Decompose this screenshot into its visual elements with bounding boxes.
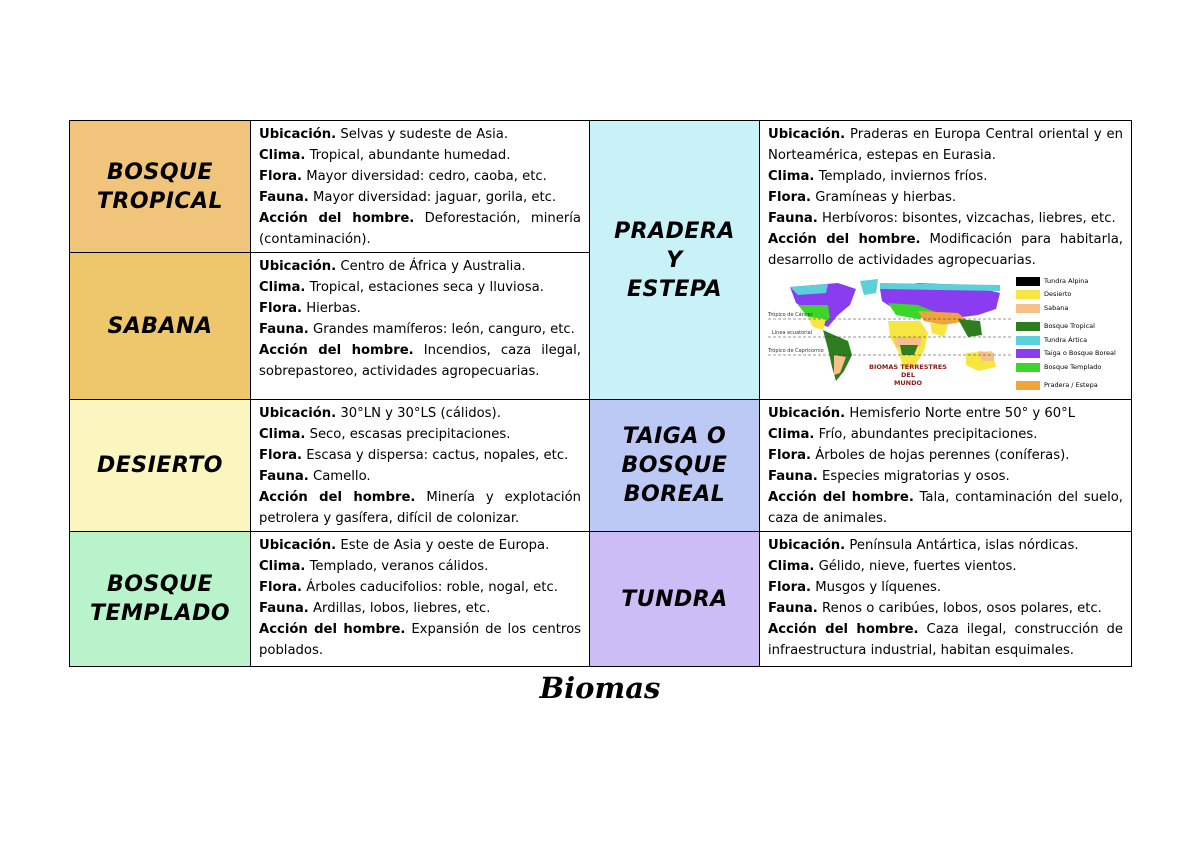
flora-line: Flora. Musgos y líquenes. xyxy=(768,580,942,595)
biome-name-line: BOREAL xyxy=(623,482,726,507)
fauna-line: Fauna. Renos o caribúes, lobos, osos polares, etc. xyxy=(768,601,1102,616)
biome-name-bosque-templado xyxy=(70,532,251,667)
fauna-line: Fauna. Especies migratorias y osos. xyxy=(768,469,1010,484)
biome-name-pradera-estepa xyxy=(590,121,760,400)
biome-info-bosque-templado xyxy=(251,532,590,667)
biome-name-line: TUNDRA xyxy=(621,586,728,612)
biome-name-line: ESTEPA xyxy=(626,276,723,302)
legend-item: Desierto xyxy=(1016,289,1136,301)
biome-name-line: BOSQUE xyxy=(107,159,213,185)
lat-label-capricorn: Trópico de Capricornio xyxy=(768,348,824,354)
biome-name-line: PRADERA xyxy=(614,218,735,244)
biome-name-line: Y xyxy=(666,247,683,273)
biome-name-line: TROPICAL xyxy=(96,188,224,214)
fauna-line: Fauna. Herbívoros: bisontes, vizcachas, liebres, etc. xyxy=(768,211,1116,226)
flora-line: Flora. Hierbas. xyxy=(259,301,361,316)
ubicacion-line: Ubicación. 30°LN y 30°LS (cálidos). xyxy=(259,406,501,421)
map-legend xyxy=(1016,275,1136,393)
biome-name-line: TAIGA O xyxy=(622,424,727,449)
biome-name-line: BOSQUE xyxy=(107,572,213,597)
biome-name-line: SABANA xyxy=(107,313,213,339)
biome-name-line: TEMPLADO xyxy=(89,601,231,626)
world-biomes-map xyxy=(768,275,1123,390)
ubicacion-line: Ubicación. Este de Asia y oeste de Europa. xyxy=(259,538,550,553)
biome-info-desierto xyxy=(251,400,590,532)
clima-line: Clima. Seco, escasas precipitaciones. xyxy=(259,427,511,442)
flora-line: Flora. Gramíneas y hierbas. xyxy=(768,190,957,205)
clima-line: Clima. Templado, veranos cálidos. xyxy=(259,559,489,574)
biome-name-tundra xyxy=(590,532,760,667)
ubicacion-line: Ubicación. Centro de África y Australia. xyxy=(259,259,526,274)
flora-line: Flora. Árboles de hojas perennes (coníferas). xyxy=(768,448,1070,463)
accion-line: Acción del hombre. Tala, contaminación del suelo, caza de animales. xyxy=(768,490,1123,526)
ubicacion-line: Ubicación. Selvas y sudeste de Asia. xyxy=(259,127,509,142)
map-title: BIOMAS TERRESTRES DEL MUNDO xyxy=(869,363,947,387)
biome-name-taiga xyxy=(590,400,760,532)
accion-line: Acción del hombre. Incendios, caza ilegal, sobrepastoreo, actividades agropecuarias. xyxy=(259,343,581,379)
biome-info-bosque-tropical xyxy=(251,121,590,253)
biome-info-pradera-estepa xyxy=(760,121,1132,400)
legend-item: Bosque Templado xyxy=(1016,361,1136,373)
ubicacion-line: Ubicación. Península Antártica, islas nórdicas. xyxy=(768,538,1079,553)
clima-line: Clima. Tropical, estaciones seca y lluviosa. xyxy=(259,280,544,295)
flora-line: Flora. Árboles caducifolios: roble, nogal, etc. xyxy=(259,580,558,595)
clima-line: Clima. Frío, abundantes precipitaciones. xyxy=(768,427,1038,442)
biome-name-bosque-tropical xyxy=(70,121,251,253)
biome-info-taiga xyxy=(760,400,1132,532)
biome-info-tundra xyxy=(760,532,1132,667)
clima-line: Clima. Templado, inviernos fríos. xyxy=(768,169,988,184)
accion-line: Acción del hombre. Caza ilegal, construcción de infraestructura industrial, habitan esquimales. xyxy=(768,622,1123,658)
fauna-line: Fauna. Ardillas, lobos, liebres, etc. xyxy=(259,601,491,616)
biome-name-sabana xyxy=(70,253,251,400)
fauna-line: Fauna. Grandes mamíferos: león, canguro, etc. xyxy=(259,322,575,337)
fauna-line: Fauna. Mayor diversidad: jaguar, gorila, etc. xyxy=(259,190,557,205)
accion-line: Acción del hombre. Minería y explotación petrolera y gasífera, difícil de colonizar. xyxy=(259,490,582,526)
legend-item: Taiga o Bosque Boreal xyxy=(1016,348,1136,360)
legend-item: Bosque Tropical xyxy=(1016,321,1136,333)
legend-item: Tundra Alpina xyxy=(1016,275,1136,287)
biomes-table xyxy=(69,120,1132,667)
ubicacion-line: Ubicación. Praderas en Europa Central oriental y en Norteamérica, estepas en Eurasia. xyxy=(768,127,1123,163)
legend-item: Tundra Ártica xyxy=(1016,334,1136,346)
accion-line: Acción del hombre. Expansión de los centros poblados. xyxy=(259,622,582,658)
biome-name-desierto xyxy=(70,400,251,532)
flora-line: Flora. Mayor diversidad: cedro, caoba, etc. xyxy=(259,169,547,184)
biome-info-sabana xyxy=(251,253,590,400)
legend-item: Pradera / Estepa xyxy=(1016,380,1136,392)
ubicacion-line: Ubicación. Hemisferio Norte entre 50° y 60°L xyxy=(768,406,1076,421)
biome-name-line: BOSQUE xyxy=(621,453,728,478)
document-caption: Biomas xyxy=(539,671,661,705)
accion-line: Acción del hombre. Deforestación, minería (contaminación). xyxy=(259,211,581,247)
fauna-line: Fauna. Camello. xyxy=(259,469,371,484)
lat-label-cancer: Trópico de Cáncer xyxy=(768,312,813,318)
flora-line: Flora. Escasa y dispersa: cactus, nopales, etc. xyxy=(259,448,569,463)
clima-line: Clima. Gélido, nieve, fuertes vientos. xyxy=(768,559,1017,574)
legend-item: Sabana xyxy=(1016,302,1136,314)
biome-name-line: DESIERTO xyxy=(96,453,223,478)
clima-line: Clima. Tropical, abundante humedad. xyxy=(259,148,511,163)
lat-label-equator: Línea ecuatorial xyxy=(772,330,813,336)
accion-line: Acción del hombre. Modificación para habitarla, desarrollo de actividades agropecuarias. xyxy=(768,232,1124,268)
